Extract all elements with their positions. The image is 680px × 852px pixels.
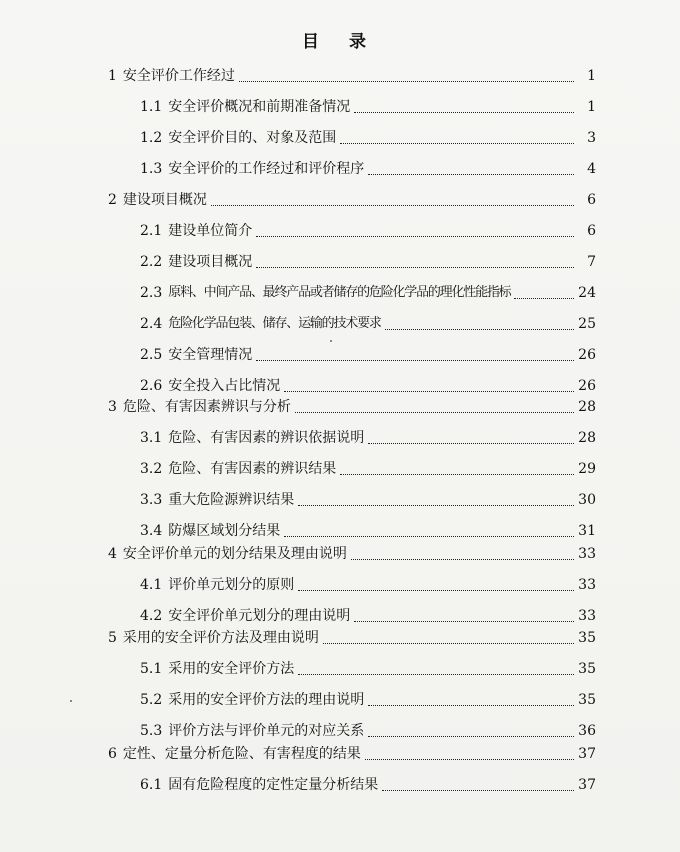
toc-entry (140, 221, 596, 241)
toc-dot-leader (354, 620, 574, 622)
toc-dot-leader (256, 235, 574, 237)
toc-entry (140, 345, 596, 365)
toc-entry-label: 采用的安全评价方法的理由说明 (168, 692, 365, 708)
toc-dot-leader (211, 204, 574, 206)
toc-entry-page-number: 26 (578, 378, 596, 394)
toc-entry-number: 1.3 (140, 161, 163, 177)
toc-entry (140, 606, 596, 626)
toc-entry (108, 66, 596, 86)
toc-dot-leader (298, 673, 574, 675)
toc-entry-page-number: 1 (587, 68, 596, 84)
toc-entry-number: 4.1 (140, 577, 163, 593)
toc-entry-number: 1 (108, 68, 117, 84)
toc-dot-leader (284, 390, 574, 392)
toc-entry-page-number: 35 (578, 661, 596, 677)
toc-dot-leader (351, 558, 574, 560)
toc-entry (108, 744, 596, 764)
toc-dot-leader (368, 735, 574, 737)
toc-entry (140, 459, 596, 479)
toc-entry-label: 建设项目概况 (122, 192, 207, 208)
toc-entry-page-number: 7 (587, 254, 596, 270)
toc-entry-page-number: 37 (578, 777, 596, 793)
toc-entry-page-number: 31 (578, 523, 596, 539)
toc-entry-number: 1.1 (140, 99, 163, 115)
toc-entry-page-number: 4 (587, 161, 596, 177)
toc-entry-page-number: 28 (578, 399, 596, 415)
toc-entry-label: 固有危险程度的定性定量分析结果 (168, 777, 379, 793)
toc-entry-page-number: 33 (578, 546, 596, 562)
scan-speck (330, 340, 332, 342)
toc-entry (140, 128, 596, 148)
toc-dot-leader (239, 80, 574, 82)
toc-entry-number: 2.6 (140, 378, 163, 394)
toc-entry (108, 628, 596, 648)
toc-entry-page-number: 35 (578, 630, 596, 646)
toc-entry-label: 采用的安全评价方法 (168, 661, 295, 677)
toc-dot-leader (340, 142, 574, 144)
toc-dot-leader (385, 328, 574, 330)
toc-entry-number: 3.2 (140, 461, 163, 477)
toc-entry-number: 1.2 (140, 130, 163, 146)
toc-entry-label: 安全管理情况 (168, 347, 253, 363)
toc-title: 目 录 (302, 32, 378, 52)
toc-entry (108, 544, 596, 564)
toc-entry-label: 采用的安全评价方法及理由说明 (122, 630, 319, 646)
toc-entry-number: 2.2 (140, 254, 163, 270)
toc-entry-page-number: 26 (578, 347, 596, 363)
toc-dot-leader (323, 642, 574, 644)
toc-entry-page-number: 30 (578, 492, 596, 508)
toc-entry-label: 重大危险源辨识结果 (168, 492, 295, 508)
toc-entry-label: 定性、定量分析危险、有害程度的结果 (122, 746, 361, 762)
toc-dot-leader (256, 266, 574, 268)
toc-entry (140, 521, 596, 541)
toc-dot-leader (295, 411, 574, 413)
toc-dot-leader (298, 504, 574, 506)
toc-entry-label: 危险、有害因素辨识与分析 (122, 399, 291, 415)
toc-entry-page-number: 33 (578, 577, 596, 593)
toc-entry-label: 原料、中间产品、最终产品或者储存的危险化学品的理化性能指标 (168, 285, 511, 300)
toc-entry-number: 2 (108, 192, 117, 208)
toc-entry (140, 575, 596, 595)
toc-entry-number: 4.2 (140, 608, 163, 624)
toc-entry-label: 安全评价工作经过 (122, 68, 235, 84)
toc-entry-label: 建设项目概况 (168, 254, 253, 270)
toc-entry-page-number: 3 (587, 130, 596, 146)
toc-dot-leader (368, 173, 574, 175)
toc-entry-number: 2.4 (140, 316, 163, 332)
toc-dot-leader (368, 442, 574, 444)
toc-entry-number: 2.3 (140, 285, 163, 301)
scan-speck (70, 700, 72, 702)
toc-entry-page-number: 1 (587, 99, 596, 115)
toc-entry-label: 评价单元划分的原则 (168, 577, 295, 593)
toc-entry-label: 安全投入占比情况 (168, 378, 281, 394)
toc-entry (140, 97, 596, 117)
toc-entry (140, 490, 596, 510)
toc-entry-label: 安全评价单元的划分结果及理由说明 (122, 546, 347, 562)
toc-entry (108, 190, 596, 210)
toc-dot-leader (365, 758, 574, 760)
toc-entry-label: 安全评价概况和前期准备情况 (168, 99, 351, 115)
toc-entry (140, 775, 596, 795)
toc-entry-number: 3.3 (140, 492, 163, 508)
toc-entry-page-number: 6 (587, 223, 596, 239)
toc-dot-leader (382, 789, 574, 791)
toc-entry-number: 5 (108, 630, 117, 646)
toc-entry-label: 危险、有害因素的辨识结果 (168, 461, 337, 477)
toc-dot-leader (256, 359, 574, 361)
toc-dot-leader (514, 297, 574, 299)
toc-dot-leader (354, 111, 574, 113)
toc-entry (140, 159, 596, 179)
toc-entry-number: 5.3 (140, 723, 163, 739)
toc-entry-page-number: 28 (578, 430, 596, 446)
toc-entry-number: 6 (108, 746, 117, 762)
toc-entry (140, 659, 596, 679)
toc-entry-page-number: 6 (587, 192, 596, 208)
toc-entry (140, 376, 596, 396)
toc-entry-page-number: 29 (578, 461, 596, 477)
toc-entry-page-number: 25 (578, 316, 596, 332)
toc-entry (140, 428, 596, 448)
toc-entry-page-number: 37 (578, 746, 596, 762)
toc-dot-leader (368, 704, 574, 706)
toc-entry-label: 危险、有害因素的辨识依据说明 (168, 430, 365, 446)
toc-entry-number: 2.5 (140, 347, 163, 363)
toc-entry-page-number: 33 (578, 608, 596, 624)
toc-entry-label: 建设单位简介 (168, 223, 253, 239)
toc-entry-label: 安全评价单元划分的理由说明 (168, 608, 351, 624)
toc-entry-page-number: 35 (578, 692, 596, 708)
toc-entry-number: 6.1 (140, 777, 163, 793)
toc-entry (140, 721, 596, 741)
toc-dot-leader (298, 589, 574, 591)
toc-entry (108, 397, 596, 417)
toc-entry-number: 3.1 (140, 430, 163, 446)
toc-entry-page-number: 24 (578, 285, 596, 301)
toc-entry-label: 危险化学品包装、储存、运输的技术要求 (168, 316, 381, 331)
toc-entry (140, 690, 596, 710)
toc-dot-leader (284, 535, 574, 537)
toc-entry-number: 3.4 (140, 523, 163, 539)
toc-entry-number: 4 (108, 546, 117, 562)
toc-entry-number: 2.1 (140, 223, 163, 239)
toc-entry-label: 评价方法与评价单元的对应关系 (168, 723, 365, 739)
toc-entry-label: 安全评价目的、对象及范围 (168, 130, 337, 146)
toc-entry-number: 5.1 (140, 661, 163, 677)
toc-entry-number: 5.2 (140, 692, 163, 708)
toc-entry-number: 3 (108, 399, 117, 415)
toc-entry-page-number: 36 (578, 723, 596, 739)
toc-dot-leader (340, 473, 574, 475)
toc-entry (140, 252, 596, 272)
toc-entry-label: 防爆区域划分结果 (168, 523, 281, 539)
toc-entry (140, 314, 596, 334)
toc-entry (140, 283, 596, 303)
toc-entry-label: 安全评价的工作经过和评价程序 (168, 161, 365, 177)
